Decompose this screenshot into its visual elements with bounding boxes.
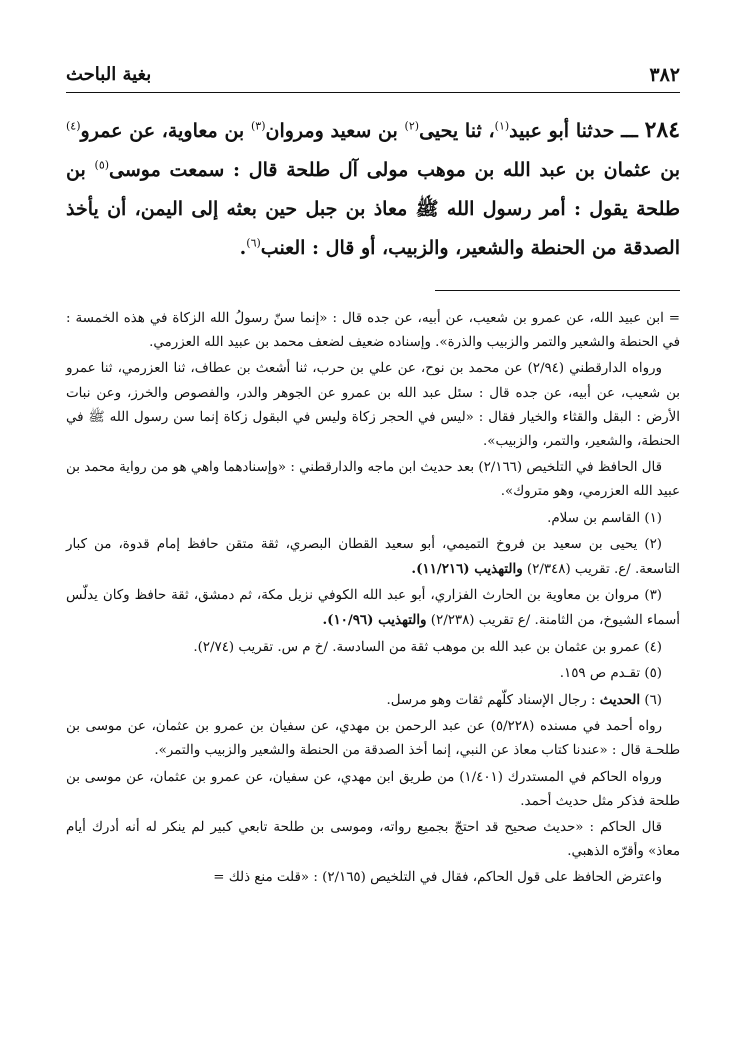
- hadith-text-part: بن طلحة يقول : أمر رسول الله ﷺ معاذ بن جبل حين بعثه إلى اليمن، أن يأخذ الصدقة من الحنطة والشعير، والزبيب، أو قال : العنب: [66, 159, 680, 259]
- footnote-text: (٣) مروان بن معاوية بن الحارث الفزاري، أبو عبد الله الكوفي نزيل مكة، ثم دمشق، ثقة حافظ وكان يدلّس أسماء الشيوخ، من الثامنة. /ع تقريب (٢/٢٣٨): [66, 588, 680, 629]
- hadith-text-part: .: [239, 237, 247, 259]
- footnote-ref: (٤): [66, 119, 81, 133]
- note-paragraph: = ابن عبيد الله، عن عمرو بن شعيب، عن أبيه، عن جده قال : «إنما سنّ رسولُ الله الزكاة في هذه الخمسة : في الحنطة والشعير والتمر والزبيب والذرة». وإسناده ضعيف لضعف محمد بن عبيد الله العزرمي.: [66, 311, 680, 351]
- footnote-divider: [435, 290, 680, 291]
- document-page: [66, 62, 680, 893]
- footnote-6: [66, 688, 680, 713]
- hadith-text-part: بن سعيد ومروان: [265, 120, 405, 142]
- note-paragraph: ورواه الدارقطني (٢/٩٤) عن محمد بن نوح، عن علي بن حرب، ثنا أشعث بن عطاف، ثنا العزرمي، ثنا عمرو بن شعيب، عن أبيه، عن جده قال : سئل عبد الله بن عمرو عن الجوهر والدر، والفصوص والخرز، وعن نبات الأرض : البقل والقثاء والخيار فقال : «ليس في الحجر زكاة وليس في البقول زكاة إنما سن رسول الله ﷺ في الحنطة، والشعير، والتمر، والزبيب».: [66, 361, 680, 450]
- footnote-2: [66, 533, 680, 582]
- hadith-text: [66, 111, 680, 268]
- hadith-text-part: بن معاوية، عن عمرو: [80, 120, 251, 142]
- footnotes: [66, 307, 680, 891]
- footnote-ref: (٢): [404, 119, 420, 133]
- footnote-5: (٥) تقـدم ص ١٥٩.: [559, 665, 662, 681]
- hadith-text-part: ـــ حدثنا أبو عبيد: [509, 120, 645, 142]
- note-paragraph: رواه أحمد في مسنده (٥/٢٢٨) عن عبد الرحمن بن مهدي، عن سفيان بن عمرو بن عثمان، عن موسى بن طلحـة قال : «عندنا كتاب معاذ عن النبي، إنما أخذ الصدقة من الحنطة والشعير والزبيب والتمر».: [66, 719, 680, 759]
- note-paragraph: قال الحافظ في التلخيص (٢/١٦٦) بعد حديث ابن ماجه والدارقطني : «وإسنادهما واهي هو من رواية محمد بن عبيد الله العزرمي، وهو متروك».: [66, 460, 680, 500]
- page-number: ٣٨٢: [649, 64, 680, 86]
- hadith-text-part: ، ثنا يحيى: [419, 120, 495, 142]
- footnote-ref: (٣): [250, 119, 266, 133]
- footnote-ref: (١): [494, 119, 510, 133]
- footnote-3: [66, 584, 680, 633]
- footnote-4: (٤) عمرو بن عثمان بن عبد الله بن موهب ثقة من السادسة. /خ م س. تقريب (٢/٧٤).: [193, 639, 662, 655]
- footnote-text-bold: والتهذيب (١٠/٩٦).: [322, 612, 427, 629]
- footnote-1: (١) القاسم بن سلام.: [547, 510, 662, 526]
- footnote-text: (٢) يحيى بن سعيد بن فروخ التميمي، أبو سعيد القطان البصري، ثقة متقن حافظ إمام قدوة، من كبار التاسعة. /ع. تقريب (٢/٣٤٨): [66, 536, 680, 578]
- hadith-text-part: بن عثمان بن عبد الله بن موهب مولى آل طلحة قال : سمعت موسى: [109, 159, 680, 181]
- note-paragraph: قال الحاكم : «حديث صحيح قد احتجّ بجميع رواته، وموسى بن طلحة تابعي كبير لم ينكر له أنه أدرك أيام معاذ» وأقرّه الذهبي.: [66, 820, 680, 860]
- footnote-text-bold: والتهذيب (١١/٢١٦).: [411, 561, 523, 578]
- footnote-ref: (٥): [94, 158, 110, 172]
- footnote-text: (٦): [640, 693, 662, 709]
- footnote-text-bold: الحديث: [599, 692, 641, 709]
- note-paragraph: ورواه الحاكم في المستدرك (١/٤٠١) من طريق ابن مهدي، عن سفيان، عن عمرو بن عثمان، عن موسى بن طلحة فذكر مثل حديث أحمد.: [66, 769, 680, 809]
- footnote-text: : رجال الإسناد كلّهم ثقات وهو مرسل.: [386, 693, 600, 709]
- hadith-number: ٢٨٤: [644, 117, 681, 143]
- page-header: [66, 62, 680, 93]
- footnote-ref: (٦): [246, 236, 261, 250]
- book-title: بغية الباحث: [66, 64, 152, 85]
- note-paragraph: واعترض الحافظ على قول الحاكم، فقال في التلخيص (٢/١٦٥) : «قلت منع ذلك =: [213, 870, 662, 886]
